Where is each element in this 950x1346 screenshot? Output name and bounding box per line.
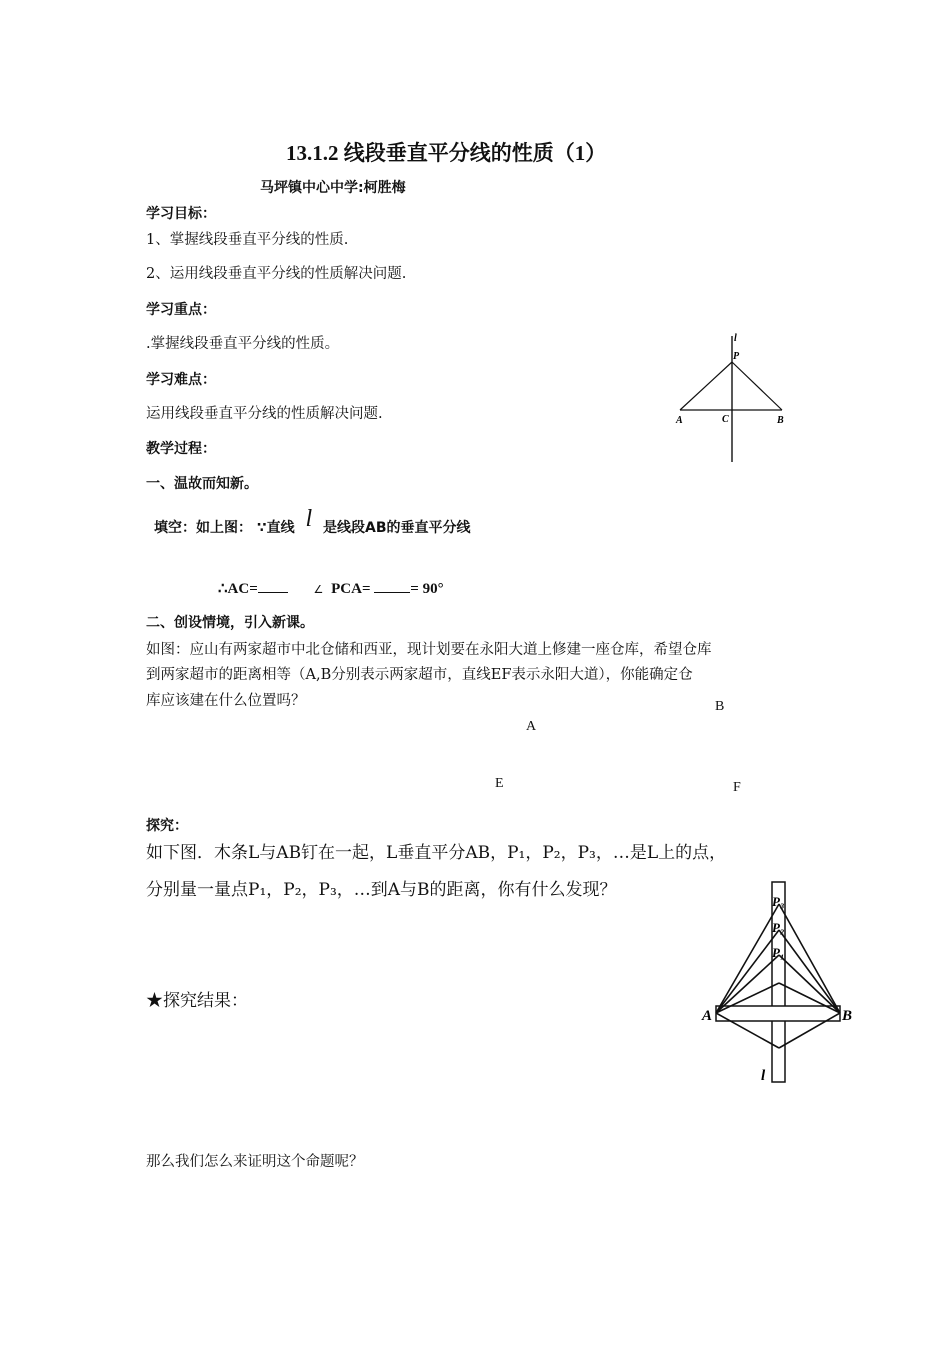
author-line: 马坪镇中心中学:柯胜梅 <box>260 180 406 196</box>
difficulty-heading: 学习难点： <box>146 372 216 388</box>
therefore-ac: ∴AC= <box>218 581 258 597</box>
stick-ab <box>716 1006 840 1021</box>
fig1-label-c: C <box>722 414 729 425</box>
process-heading: 教学过程： <box>146 441 216 457</box>
key-point-text: .掌握线段垂直平分线的性质。 <box>146 336 340 352</box>
section1-heading: 一、温故而知新。 <box>146 476 258 492</box>
fill-blank-line <box>154 506 471 539</box>
segment-pb <box>732 362 782 410</box>
fig1-label-b: B <box>777 415 784 426</box>
explore-result: ★探究结果： <box>146 991 248 1011</box>
eq-90: = 90° <box>410 581 444 597</box>
page-title: 13.1.2 线段垂直平分线的性质（1） <box>286 141 607 165</box>
fig2-label-a: A <box>702 1008 713 1024</box>
explore-line: 分别量一量点P₁，P₂，P₃，…到A与B的距离，你有什么发现？ <box>146 880 617 900</box>
fig2-label-p2: P₂ <box>772 920 785 935</box>
objective-item: 2、运用线段垂直平分线的性质解决问题. <box>146 266 407 282</box>
fig1-label-a: A <box>676 415 683 426</box>
figure-wooden-stick <box>700 878 860 1088</box>
fill-suffix: 是线段AB的垂直平分线 <box>323 520 471 536</box>
explore-heading: 探究： <box>146 818 188 834</box>
section2-heading: 二、创设情境，引入新课。 <box>146 615 314 631</box>
fig2-label-p3: P₃ <box>772 894 785 909</box>
difficulty-text: 运用线段垂直平分线的性质解决问题. <box>146 406 383 422</box>
segment-pa <box>680 362 732 410</box>
blank-ac[interactable] <box>258 578 288 593</box>
objectives-heading: 学习目标： <box>146 206 216 222</box>
scenario-line: 如图：应山有两家超市中北仓储和西亚，现计划要在永阳大道上修建一座仓库，希望仓库 <box>146 642 712 658</box>
pca-label: PCA= <box>331 581 371 597</box>
scenario-line: 到两家超市的距离相等（A,B分别表示两家超市，直线EF表示永阳大道），你能确定仓 <box>146 667 693 683</box>
fig2-label-b: B <box>842 1008 853 1024</box>
therefore-line <box>218 578 444 598</box>
point-label-f: F <box>733 780 741 795</box>
key-point-heading: 学习重点： <box>146 302 216 318</box>
objective-item: 1、掌握线段垂直平分线的性质. <box>146 232 349 248</box>
point-label-a: A <box>526 719 537 734</box>
fig2-label-p1: P₁ <box>772 945 785 960</box>
fig1-label-l: l <box>734 333 737 344</box>
explore-line: 如下图．木条L与AB钉在一起，L垂直平分AB，P₁，P₂，P₃，…是L上的点， <box>146 843 727 863</box>
point-label-b: B <box>715 699 725 714</box>
scenario-line: 库应该建在什么位置吗？ <box>146 693 306 709</box>
figure-perpendicular-bisector <box>670 330 800 470</box>
point-label-e: E <box>495 776 504 791</box>
closing-question: 那么我们怎么来证明这个命题呢？ <box>146 1154 364 1170</box>
angle-symbol: ∠ <box>313 584 324 596</box>
line-symbol: l <box>305 506 313 532</box>
fig2-label-l: l <box>761 1068 766 1084</box>
blank-pca[interactable] <box>374 578 410 593</box>
fig1-label-p: P <box>733 351 740 362</box>
fill-prefix: 填空：如上图： ∵直线 <box>154 520 295 536</box>
